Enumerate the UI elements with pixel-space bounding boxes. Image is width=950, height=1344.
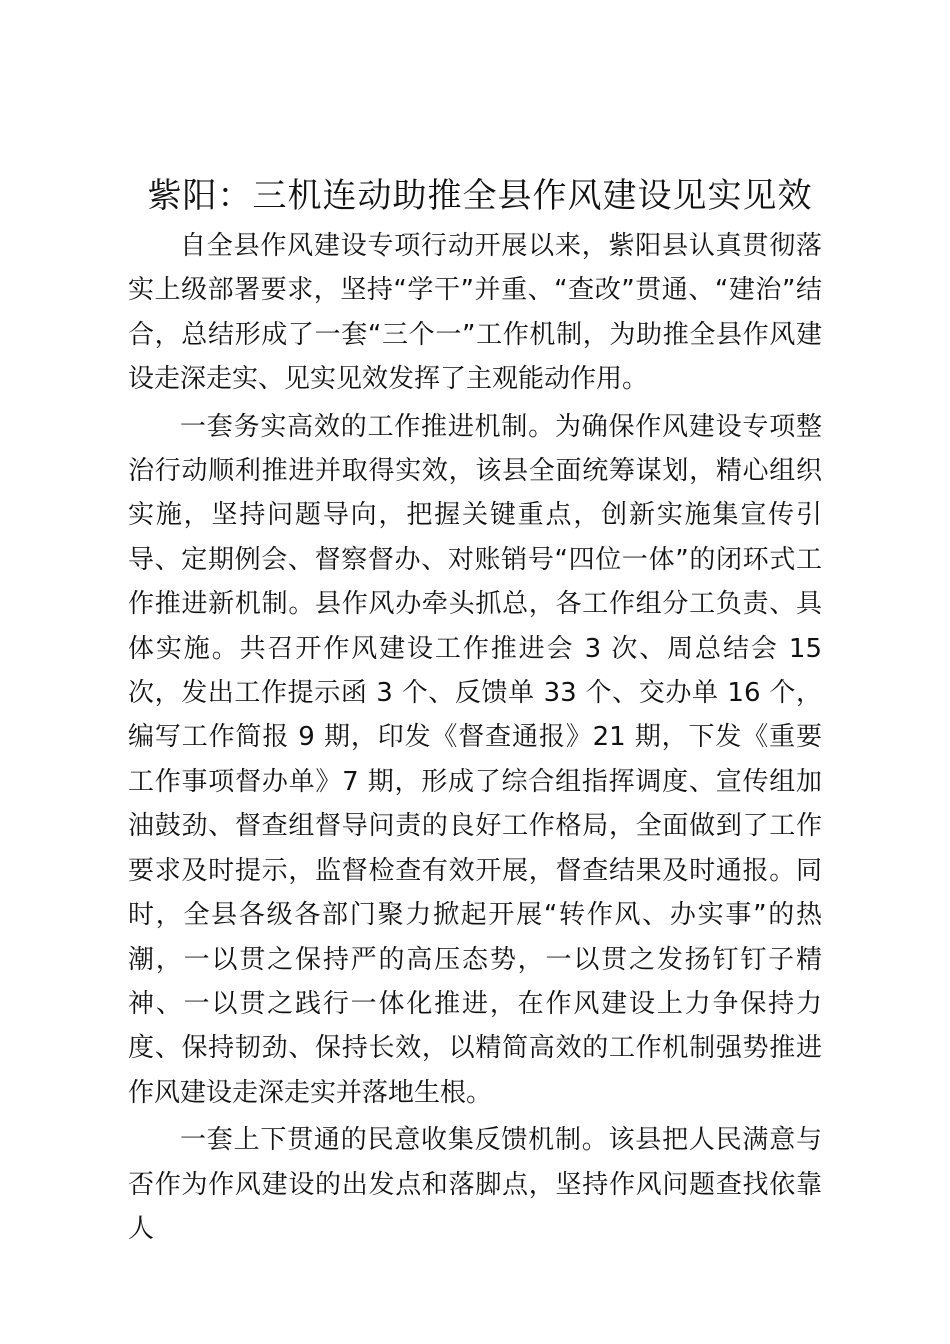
paragraph-intro: 自全县作风建设专项行动开展以来，紫阳县认真贯彻落实上级部署要求，坚持“学干”并重、“查改”贯通、“建治”结合，总结形成了一套“三个一”工作机制，为助推全县作风建设走深走实、见实见效发挥了主观能动作用。 (128, 231, 822, 395)
document-title: 紫阳：三机连动助推全县作风建设见实见效 (147, 176, 813, 216)
paragraph-work-mechanism: 一套务实高效的工作推进机制。为确保作风建设专项整治行动顺利推进并取得实效，该县全面统筹谋划，精心组织实施，坚持问题导向，把握关键重点，创新实施集宣传引导、定期例会、督察督办、对账销号“四位一体”的闭环式工作推进新机制。县作风办牵头抓总，各工作组分工负责、具体实施。共召开作风建设工作推进会 3 次、周总结会 15 次，发出工作提示函 3 个、反馈单 33 个、交办单 16 个，编写工作简报 9 期，印发《督查通报》21 期，下发《重要工作事项督办单》7 期，形成了综合组指挥调度、宣传组加油鼓劲、督查组督导问责的良好工作格局，全面做到了工作要求及时提示，监督检查有效开展，督查结果及时通报。同时，全县各级各部门聚力掀起开展“转作风、办实事”的热潮，一以贯之保持严的高压态势，一以贯之发扬钉钉子精神、一以贯之践行一体化推进，在作风建设上力争保持力度、保持韧劲、保持长效，以精简高效的工作机制强势推进作风建设走深走实并落地生根。 (128, 411, 822, 1108)
paragraph-feedback-mechanism: 一套上下贯通的民意收集反馈机制。该县把人民满意与否作为作风建设的出发点和落脚点，坚持作风问题查找依靠人 (128, 1125, 822, 1244)
document-body (128, 224, 822, 1254)
